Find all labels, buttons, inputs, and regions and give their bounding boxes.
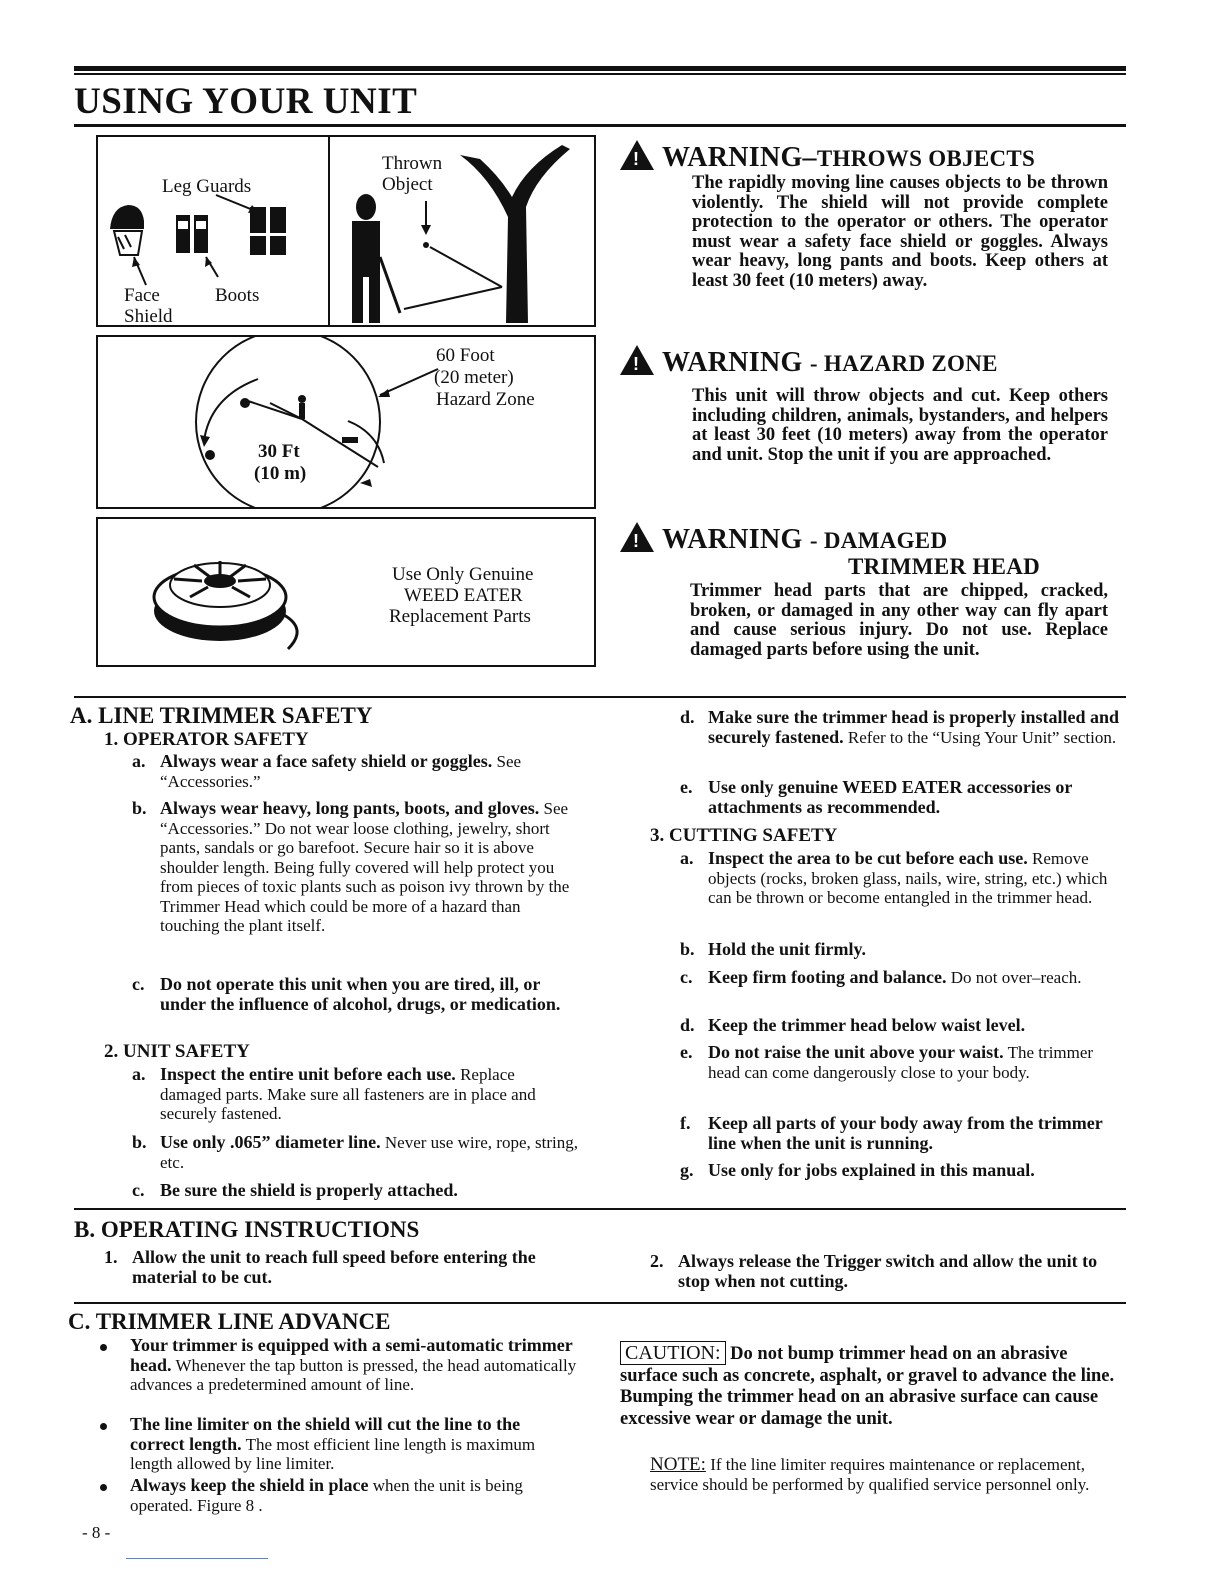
warning-throws-objects-heading: ! WARNING–THROWS OBJECTS xyxy=(620,140,1035,174)
operator-safety-item-a: a. Always wear a face safety shield or goggles. See “Accessories.” xyxy=(132,751,522,791)
trimmer-head-illustration xyxy=(98,519,328,665)
cutting-safety-item-c: c. Keep firm footing and balance. Do not over–reach. xyxy=(680,967,1082,987)
page-title: USING YOUR UNIT xyxy=(74,81,418,122)
figure-hazard-zone xyxy=(96,335,596,509)
warning-damaged-head-body: Trimmer head parts that are chipped, cracked, broken, or damaged in any other way can fly apart and cause serious injury. Do not use. Replace damaged parts before using the unit. xyxy=(690,581,1108,660)
unit-safety-item-c: c. Be sure the shield is properly attached. xyxy=(132,1180,458,1200)
trimmer-head-icon xyxy=(154,561,297,649)
warning-triangle-icon: ! xyxy=(620,140,654,170)
hazard-radius-ft: 30 Ft xyxy=(258,441,300,462)
line-advance-bullet-2: The line limiter on the shield will cut the line to the correct length. The most efficient line length is maximum length allowed by line limiter. xyxy=(100,1415,578,1474)
genuine-parts-line2: WEED EATER xyxy=(404,585,523,606)
note-paragraph: NOTE: If the line limiter requires maintenance or replacement, service should be performed by qualified service personnel only. xyxy=(650,1454,1090,1494)
cutting-safety-item-b: b. Hold the unit firmly. xyxy=(680,939,867,959)
figure-thrown-object xyxy=(328,135,596,327)
hazard-zone-label-3: Hazard Zone xyxy=(436,389,535,410)
warning-damaged-head-heading: ! WARNING - DAMAGED xyxy=(620,522,947,556)
section-a-heading: A. LINE TRIMMER SAFETY xyxy=(70,703,373,728)
thrown-object-label: Thrown Object xyxy=(382,153,443,195)
caution-paragraph: CAUTION: Do not bump trimmer head on an abrasive surface such as concrete, asphalt, or gravel to advance the line. Bumping the trimmer head on an abrasive surface can cause excessive wear or damage the unit. xyxy=(620,1342,1115,1429)
operator-safety-item-c: c. Do not operate this unit when you are tired, ill, or under the influence of alcohol, drugs, or medication. xyxy=(132,974,561,1014)
hazard-zone-illustration xyxy=(98,337,594,507)
title-underline xyxy=(74,124,1126,127)
note-label: NOTE: xyxy=(650,1454,706,1475)
page-number: - 8 - xyxy=(82,1523,111,1542)
rule-after-section-a xyxy=(74,1208,1126,1210)
face-shield-label: Face Shield xyxy=(124,285,173,327)
cutting-safety-item-d: d. Keep the trimmer head below waist level. xyxy=(680,1015,1026,1035)
figure-genuine-parts xyxy=(96,517,596,667)
hazard-radius-m: (10 m) xyxy=(254,463,307,484)
boots-label: Boots xyxy=(215,285,260,306)
bullet-icon xyxy=(100,1484,107,1491)
genuine-parts-line1: Use Only Genuine xyxy=(392,564,534,585)
caution-label-box: CAUTION: xyxy=(620,1341,726,1365)
warning-triangle-icon: ! xyxy=(620,345,654,375)
hazard-zone-label-1: 60 Foot xyxy=(436,345,495,366)
cutting-safety-item-e: e. Do not raise the unit above your waist. The trimmer head can come dangerously close to your body. xyxy=(680,1042,1094,1082)
warning-hazard-zone-body: This unit will throw objects and cut. Keep others including children, animals, bystanders, and helpers at least 30 feet (10 meters) away from the operator and unit. Stop the unit if you are approached. xyxy=(692,386,1108,465)
section-b-heading: B. OPERATING INSTRUCTIONS xyxy=(74,1217,420,1242)
unit-safety-item-e: e. Use only genuine WEED EATER accessories or attachments as recommended. xyxy=(680,777,1073,817)
bullet-icon xyxy=(100,1423,107,1430)
operating-item-1: 1. Allow the unit to reach full speed before entering the material to be cut. xyxy=(104,1247,536,1287)
warning-triangle-icon: ! xyxy=(620,522,654,552)
thrown-object-illustration xyxy=(330,137,594,325)
cutting-safety-item-f: f. Keep all parts of your body away from the trimmer line when the unit is running. xyxy=(680,1113,1103,1153)
boots-icon xyxy=(250,207,286,255)
leg-guards-label: Leg Guards xyxy=(162,176,252,197)
dog-figure-icon xyxy=(342,437,358,443)
warning-damaged-head-heading-2: TRIMMER HEAD xyxy=(848,554,1041,579)
unit-safety-item-d: d. Make sure the trimmer head is properly installed and securely fastened. Refer to the “Using Your Unit” section. xyxy=(680,707,1119,747)
operator-safety-heading: 1. OPERATOR SAFETY xyxy=(104,729,309,750)
warning-throws-objects-body: The rapidly moving line causes objects to be thrown violently. The shield will not provide complete protection to the operator or others. The operator must wear a safety face shield or goggles. Always wear heavy, long pants and boots. Keep others at least 30 feet (10 meters) away. xyxy=(692,173,1108,291)
cutting-safety-item-g: g. Use only for jobs explained in this manual. xyxy=(680,1160,1035,1180)
unit-safety-item-a: a. Inspect the entire unit before each use. Replace damaged parts. Make sure all fasteners are in place and securely fastened. xyxy=(132,1064,536,1123)
top-rule-thick xyxy=(74,66,1126,71)
unit-safety-heading: 2. UNIT SAFETY xyxy=(104,1041,250,1062)
section-c-heading: C. TRIMMER LINE ADVANCE xyxy=(68,1309,391,1334)
hazard-zone-label-2: (20 meter) xyxy=(434,367,514,388)
cutting-safety-heading: 3. CUTTING SAFETY xyxy=(650,825,838,846)
genuine-parts-line3: Replacement Parts xyxy=(389,606,531,627)
operator-center-icon xyxy=(298,395,306,419)
child-figure-icon xyxy=(205,450,215,460)
person-figure-icon xyxy=(240,398,250,408)
operator-figure-icon xyxy=(352,194,400,323)
top-rule-thin xyxy=(74,73,1126,75)
bottom-footnote-rule xyxy=(126,1558,268,1559)
unit-safety-item-b: b. Use only .065” diameter line. Never use wire, rope, string, etc. xyxy=(132,1132,578,1172)
line-advance-bullet-1: Your trimmer is equipped with a semi-automatic trimmer head. Whenever the tap button is pressed, the head automatically advances a predetermined amount of line. xyxy=(100,1336,578,1395)
rule-after-section-b xyxy=(74,1302,1126,1304)
operator-safety-item-b: b. Always wear heavy, long pants, boots, and gloves. See “Accessories.” Do not wear loose clothing, jewelry, short pants, sandals or go barefoot. Secure hair so it is above shoulder length. Being fully covered will help protect you from pieces of toxic plants such as poison ivy thrown by the Trimmer Head which could be more of a hazard than touching the plant itself. xyxy=(132,798,570,935)
tree-icon xyxy=(460,145,570,323)
warning-hazard-zone-heading: ! WARNING - HAZARD ZONE xyxy=(620,345,998,379)
face-shield-icon xyxy=(110,205,144,255)
cat-figure-icon xyxy=(360,479,372,487)
bullet-icon xyxy=(100,1344,107,1351)
cutting-safety-item-a: a. Inspect the area to be cut before each use. Remove objects (rocks, broken glass, nails, wire, string, etc.) which can be thrown or become entangled in the trimmer head. xyxy=(680,848,1108,907)
leg-guards-icon xyxy=(176,215,208,253)
figure-safety-gear xyxy=(96,135,330,327)
rule-after-figures xyxy=(74,696,1126,698)
line-advance-bullet-3: Always keep the shield in place when the unit is being operated. Figure 8 . xyxy=(100,1476,578,1515)
operating-item-2: 2. Always release the Trigger switch and allow the unit to stop when not cutting. xyxy=(650,1251,1098,1291)
